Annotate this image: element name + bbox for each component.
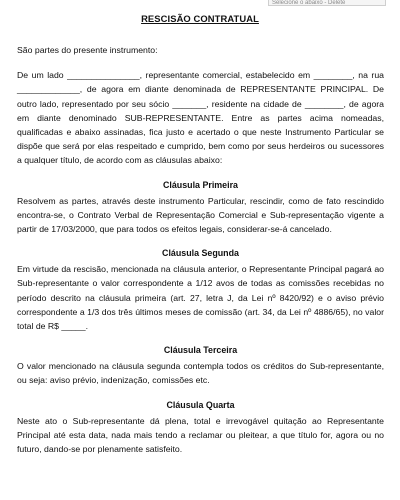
clause-1-title: Cláusula Primeira	[163, 179, 238, 190]
clause-3-title: Cláusula Terceira	[163, 345, 238, 356]
clause-2-title: Cláusula Segunda	[162, 248, 239, 259]
clause-1-text: Resolvem as partes, através deste instrumento Particular, rescindir, como de fato rescindido encontra-se, o Contrato Verbal de Representação Comercial e Sub-representação vigente a partir de 17/03/2000, que para todos os efeitos legais, considerar-se-á cancelado.	[17, 195, 384, 235]
intro-line: São partes do presente instrumento:	[17, 45, 158, 55]
clause-2-text: Em virtude da rescisão, mencionada na cláusula anterior, o Representante Principal pagará ao Sub-representante o valor correspondente a 1/12 avos de todas as comissões recebidas no período descrito na cláusula primeira (art. 27, letra J, da Lei nº 8420/92) e o aviso prévio correspondente a 1/3 dos três últimos meses de comissão (art. 34, da Lei nº 4886/65), no valor total de R$ _____.	[17, 264, 384, 332]
clause-4-title: Cláusula Quarta	[166, 399, 235, 410]
clause-3-text: O valor mencionado na cláusula segunda contempla todos os créditos do Sub-representante, ou seja: aviso prévio, indenização, comissões etc.	[17, 361, 384, 386]
parties-paragraph: De um lado _______________, representante comercial, estabelecido em ________, na rua _____________, de agora em diante denominada de REPRESENTANTE PRINCIPAL. De outro lado, representado por seu sócio _______, residente na cidade de ________, de agora em diante denominado SUB-REPRESENTANTE. Entre as partes acima nomeadas, qualificadas e abaixo assinadas, fica justo e acertado o que neste Instrumento Particular se dispõe que será por elas respeitado e cumprido, bem como por seus herdeiros ou sucessores a qualquer título, de acordo com as cláusulas abaixo:	[17, 70, 384, 166]
clause-4-text: Neste ato o Sub-representante dá plena, total e irrevogável quitação ao Representante Principal até esta data, nada mais tendo a reclamar ou pleitear, a que título for, agora ou no futuro, dando-se por plenamente satisfeito.	[17, 415, 384, 455]
document-body	[17, 43, 384, 467]
document-title: RESCISÃO CONTRATUAL	[141, 13, 259, 24]
header-chip[interactable]: Selecione o abaixo - Delete	[268, 0, 386, 6]
